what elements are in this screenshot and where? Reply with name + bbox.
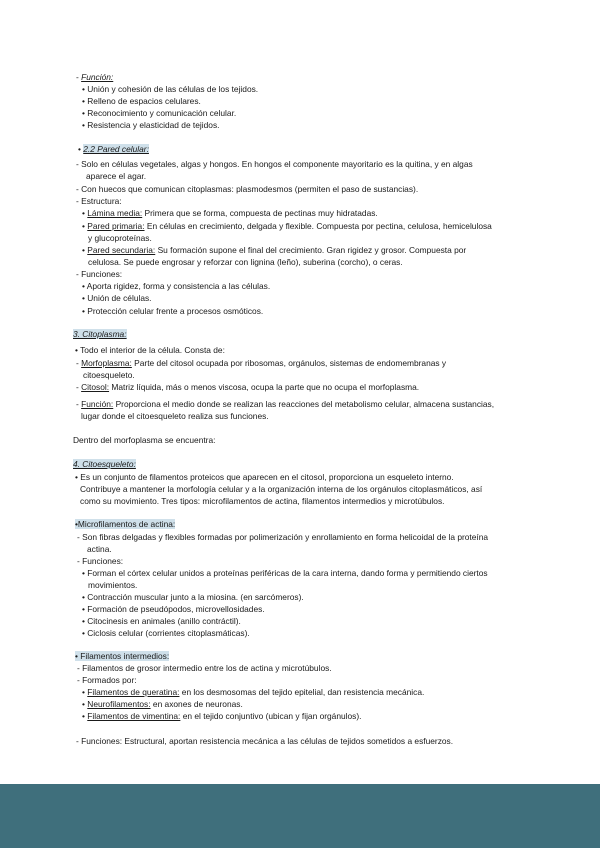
paragraph-line: - Filamentos de grosor intermedio entre los de actina y microtúbulos.	[77, 663, 332, 673]
paragraph-line: - Formados por:	[77, 675, 137, 685]
intermedios-heading: • Filamentos intermedios:	[75, 651, 170, 661]
paragraph-line: como su movimiento. Tres tipos: microfilamentos de actina, filamentos intermedios y microtúbulos.	[80, 496, 445, 506]
citoesqueleto-heading: 4. Citoesqueleto:	[73, 459, 136, 469]
footer-bar	[0, 784, 600, 848]
list-item: - Función: Proporciona el medio donde se realizan las reacciones del metabolismo celular, almacena sustancias,	[76, 399, 495, 409]
list-item: • Forman el córtex celular unidos a proteínas periféricas de la cara interna, dando forma y permitiendo ciertos	[82, 568, 488, 578]
list-item: • Contracción muscular junto a la miosina. (en sarcómeros).	[82, 592, 304, 602]
list-item: • Resistencia y elasticidad de tejidos.	[82, 120, 220, 130]
term-citosol: Citosol:	[81, 382, 110, 392]
list-item: • Relleno de espacios celulares.	[82, 96, 201, 106]
list-item: • Unión de células.	[82, 293, 152, 303]
paragraph-line: - Con huecos que comunican citoplasmas: plasmodesmos (permiten el paso de sustancias).	[76, 184, 419, 194]
list-item: - Morfoplasma: Parte del citosol ocupada por ribosomas, orgánulos, sistemas de endomembranas y	[76, 358, 447, 368]
paragraph-line: • Es un conjunto de filamentos proteicos que aparecen en el citosol, proporciona un esqueleto interno.	[75, 472, 454, 482]
term-lamina-media: Lámina media:	[87, 208, 143, 218]
list-item: • Ciclosis celular (corrientes citoplasmáticas).	[82, 628, 250, 638]
pared-heading: • 2.2 Pared celular:	[78, 144, 149, 154]
term-morfoplasma: Morfoplasma:	[81, 358, 132, 368]
list-item-continuation: y glucoproteínas.	[88, 233, 152, 243]
list-item: • Pared primaria: En células en crecimiento, delgada y flexible. Compuesta por pectina, celulosa, hemicelulosa	[82, 221, 492, 231]
citoplasma-heading: 3. Citoplasma:	[73, 329, 127, 339]
term-vimentina: Filamentos de vimentina:	[87, 711, 181, 721]
paragraph-line: aparece el agar.	[86, 171, 147, 181]
list-item-continuation: movimientos.	[88, 580, 138, 590]
paragraph-line: - Son fibras delgadas y flexibles formadas por polimerización y enrollamiento en forma helicoidal de la proteína	[77, 532, 489, 542]
list-item-continuation: lugar donde el citoesqueleto realiza sus funciones.	[81, 411, 269, 421]
list-item: • Formación de pseudópodos, microvellosidades.	[82, 604, 265, 614]
paragraph-line: Contribuye a mantener la morfología celular y a la organización interna de los orgánulos citoplasmáticos, así	[80, 484, 483, 494]
paragraph-line: • Todo el interior de la célula. Consta de:	[75, 345, 225, 355]
list-item: • Aporta rigidez, forma y consistencia a las células.	[82, 281, 271, 291]
list-item-continuation: citoesqueleto.	[83, 370, 135, 380]
list-item: • Filamentos de queratina: en los desmosomas del tejido epitelial, dan resistencia mecánica.	[82, 687, 425, 697]
list-item: • Filamentos de vimentina: en el tejido conjuntivo (ubican y fijan orgánulos).	[82, 711, 362, 721]
dentro-text: Dentro del morfoplasma se encuentra:	[73, 435, 216, 445]
funcion-heading: - Función:	[76, 72, 114, 82]
paragraph-line: actina.	[87, 544, 112, 554]
term-pared-secundaria: Pared secundaria:	[87, 245, 156, 255]
list-item: • Citocinesis en animales (anillo contráctil).	[82, 616, 241, 626]
paragraph-line: - Funciones: Estructural, aportan resistencia mecánica a las células de tejidos sometidos a esfuerzos.	[76, 736, 454, 746]
list-item: • Lámina media: Primera que se forma, compuesta de pectinas muy hidratadas.	[82, 208, 378, 218]
list-item: - Citosol: Matriz líquida, más o menos viscosa, ocupa la parte que no ocupa el morfoplasma.	[76, 382, 420, 392]
funciones-label: - Funciones:	[77, 556, 124, 566]
list-item: • Unión y cohesión de las células de los tejidos.	[82, 84, 259, 94]
list-item: • Reconocimiento y comunicación celular.	[82, 108, 237, 118]
list-item: • Pared secundaria: Su formación supone el final del crecimiento. Gran rigidez y grosor. Compuesta por	[82, 245, 467, 255]
list-item: • Neurofilamentos: en axones de neuronas.	[82, 699, 243, 709]
term-neurofilamentos: Neurofilamentos:	[87, 699, 151, 709]
microfilamentos-heading: •Microfilamentos de actina:	[75, 519, 176, 529]
term-funcion: Función:	[81, 399, 114, 409]
list-item: • Protección celular frente a procesos osmóticos.	[82, 306, 264, 316]
term-queratina: Filamentos de queratina:	[87, 687, 180, 697]
list-item-continuation: celulosa. Se puede engrosar y reforzar con lignina (leño), suberina (corcho), o ceras.	[88, 257, 403, 267]
funciones-label: - Funciones:	[76, 269, 123, 279]
term-pared-primaria: Pared primaria:	[87, 221, 145, 231]
paragraph-line: - Solo en células vegetales, algas y hongos. En hongos el componente mayoritario es la quitina, y en algas	[76, 159, 473, 169]
estructura-label: - Estructura:	[76, 196, 122, 206]
